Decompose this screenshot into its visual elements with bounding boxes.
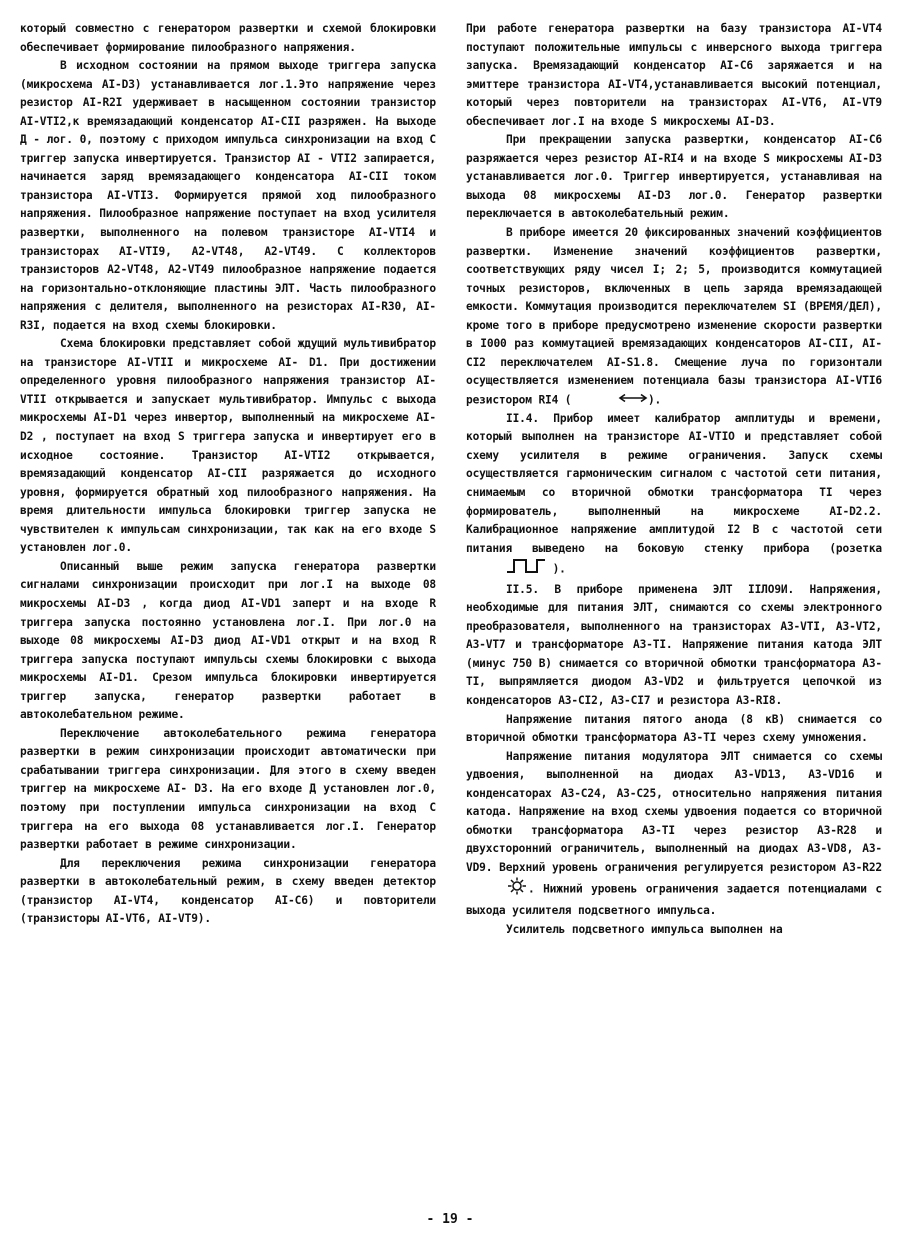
right-paragraph-7 [466, 748, 882, 921]
left-paragraph-2: В исходном состоянии на прямом выходе триггера запуска (микросхема AI-D3) устанавливается лог.1.Это напряжение через резистор AI-R2I удерживает в насыщенном состоянии транзистор AI-VTI2,к времязадающий конденсатор AI-CII разряжен. На выходе Д - лог. 0, поэтому с приходом импульса синхронизации на вход С триггер запуска инвертируется. Транзистор AI - VTI2 запирается, начинается заряд времязадающего конденсатора AI-CII током транзистора AI-VTI3. Формируется прямой ход пилообразного напряжения. Пилообразное напряжение поступает на вход усилителя развертки, выполненного на полевом транзисторе AI-VTI4 и транзисторах AI-VTI9, A2-VT48, A2-VT49. С коллекторов транзисторов A2-VT48, A2-VT49 пилообразное напряжение подается на горизонтально-отклоняющие пластины ЭЛТ. Часть пилообразного напряжения с делителя, выполненного на резисторах AI-R30, AI-R3I, подается на вход схемы блокировки. [20, 59, 436, 332]
left-paragraph-6: Для переключения режима синхронизации генератора развертки в автоколебательный режим, в схему введен детектор (транзистор AI-VT4, конденсатор AI-C6) и повторители (транзисторы AI-VT6, AI-VT9). [20, 856, 436, 926]
sun-icon [466, 877, 528, 902]
right-paragraph-2: При прекращении запуска развертки, конденсатор AI-C6 разряжается через резистор AI-RI4 и на входе S микросхемы AI-D3 устанавливается лог.0. Триггер инвертируется, устанавливая на выхода 08 микросхемы AI-D3 лог.0. Генератор развертки переключается в автоколебательный режим. [466, 133, 882, 221]
right-paragraph-4-text: II.4. Прибор имеет калибратор амплитуды и времени, который выполнен на транзисторе AI-VTIO и представляет собой схему усилителя в режиме ограничения. Запуск схемы осуществляется гармоническим сигналом с частотой сети питания, снимаемым со вторичной обмотки трансформатора TI через формирователь, выполненный на микросхеме AI-D2.2. Калибрационное напряжение амплитудой I2 В с частотой сети питания выведено на боковую стенку прибора (розетка [466, 411, 882, 555]
right-paragraph-3-tail: ). [647, 393, 662, 407]
right-column [466, 20, 882, 939]
right-paragraph-7-text: Напряжение питания модулятора ЭЛТ снимается со схемы удвоения, выполненной на диодах A3-VD13, A3-VD16 и конденсаторах A3-C24, A3-C25, относительно напряжения питания катода. Напряжение на вход схемы удвоения подается со вторичной обмотки трансформатора A3-TI через резистор A3-R28 и двухсторонний ограничитель, выполненный на диодах A3-VD8, A3-VD9. Верхний уровень ограничения регулируется резистором A3-R22 [466, 749, 882, 874]
right-paragraph-5: II.5. В приборе применена ЭЛТ IIЛО9И. Напряжения, необходимые для питания ЭЛТ, снимаются со схемы электронного преобразователя, выполненного на транзисторах A3-VTI, A3-VT2, A3-VT7 и трансформаторе A3-TI. Напряжение питания катода ЭЛТ (минус 750 В) снимается со вторичной обмотки трансформатора A3-TI, выпрямляется диодом A3-VD2 и фильтруется цепочкой из конденсаторов A3-CI2, A3-CI7 и резистора A3-RI8. [466, 582, 882, 707]
right-paragraph-3-text: В приборе имеется 20 фиксированных значений коэффициентов развертки. Изменение значений коэффициентов развертки, соответствующих ряду чисел I; 2; 5, производится коммутацией точных резисторов, включенных в цепь заряда времязадающей емкости. Коммутация производится переключателем SI (ВРЕМЯ/ДЕЛ), кроме того в приборе предусмотрено изменение скорости развертки в I000 раз коммутацией времязадающих конденсаторов AI-CII, AI-CI2 переключателем AI-S1.8. Смещение луча по горизонтали осуществляется изменением потенциала базы транзистора AI-VTI6 резистором RI4 ( [466, 226, 882, 407]
left-paragraph-1: который совместно с генератором развертки и схемой блокировки обеспечивает формирование пилообразного напряжения. [20, 22, 436, 54]
right-paragraph-1: При работе генератора развертки на базу транзистора AI-VT4 поступают положительные импульсы с инверсного выхода триггера запуска. Времязадающий конденсатор AI-C6 заряжается и на эмиттере транзистора AI-VT4,устанавливается высокий потенциал, который через повторители на транзисторах AI-VT6, AI-VT9 обеспечивает лог.I на входе S микросхемы AI-D3. [466, 22, 882, 128]
square-wave-icon [466, 558, 546, 581]
double-arrow-icon [578, 391, 648, 410]
right-paragraph-4 [466, 410, 882, 581]
page-number: - 19 - [426, 1212, 474, 1227]
left-paragraph-4: Описанный выше режим запуска генератора развертки сигналами синхронизации происходит при лог.I на выходе 08 микросхемы AI-D3 , когда диод AI-VD1 заперт и на входе R триггера запуска постоянно установлена лог.I. При лог.0 на выходе 08 микросхемы AI-D3 диод AI-VD1 открыт и на вход R триггера запуска поступают импульсы схемы блокировки с выхода микросхемы AI-D1. Срезом импульса блокировки инвертируется триггер запуска, генератор развертки работает в автоколебательном режиме. [20, 559, 436, 722]
left-paragraph-3: Схема блокировки представляет собой ждущий мультивибратор на транзисторе AI-VTII и микросхеме AI- D1. При достижении определенного уровня пилообразного напряжения транзистор AI-VTII открывается и запускает мультивибратор. Импульс с выхода микросхемы AI-D1 через инвертор, выполненный на микросхеме AI-D2 , поступает на вход S триггера запуска и инвертирует его в исходное состояние. Транзистор AI-VTI2 открывается, времязадающий конденсатор AI-CII разряжается до исходного уровня, формируется обратный ход пилообразного напряжения. На время длительности импульса блокировки триггер запуска не чувствителен к импульсам синхронизации, так как на его входе S установлен лог.0. [20, 337, 436, 555]
right-paragraph-8: Усилитель подсветного импульса выполнен на [506, 922, 783, 936]
right-paragraph-7-tail: . Нижний уровень ограничения задается потенциалами с выхода усилителя подсветного импульса. [466, 882, 882, 917]
left-column [20, 20, 436, 929]
right-paragraph-6: Напряжение питания пятого анода (8 кВ) снимается со вторичной обмотки трансформатора A3-TI через схему умножения. [466, 712, 882, 745]
left-paragraph-5: Переключение автоколебательного режима генератора развертки в режим синхронизации происходит автоматически при срабатывании триггера синхронизации. Для этого в схему введен триггер на микросхеме AI- D3. На его входе Д установлен лог.0, поэтому при поступлении импульса синхронизации на вход С триггера на его выхода 08 устанавливается лог.I. Генератор развертки работает в режиме синхронизации. [20, 726, 436, 852]
right-paragraph-3 [466, 224, 882, 410]
right-paragraph-4-tail: ). [552, 562, 566, 576]
